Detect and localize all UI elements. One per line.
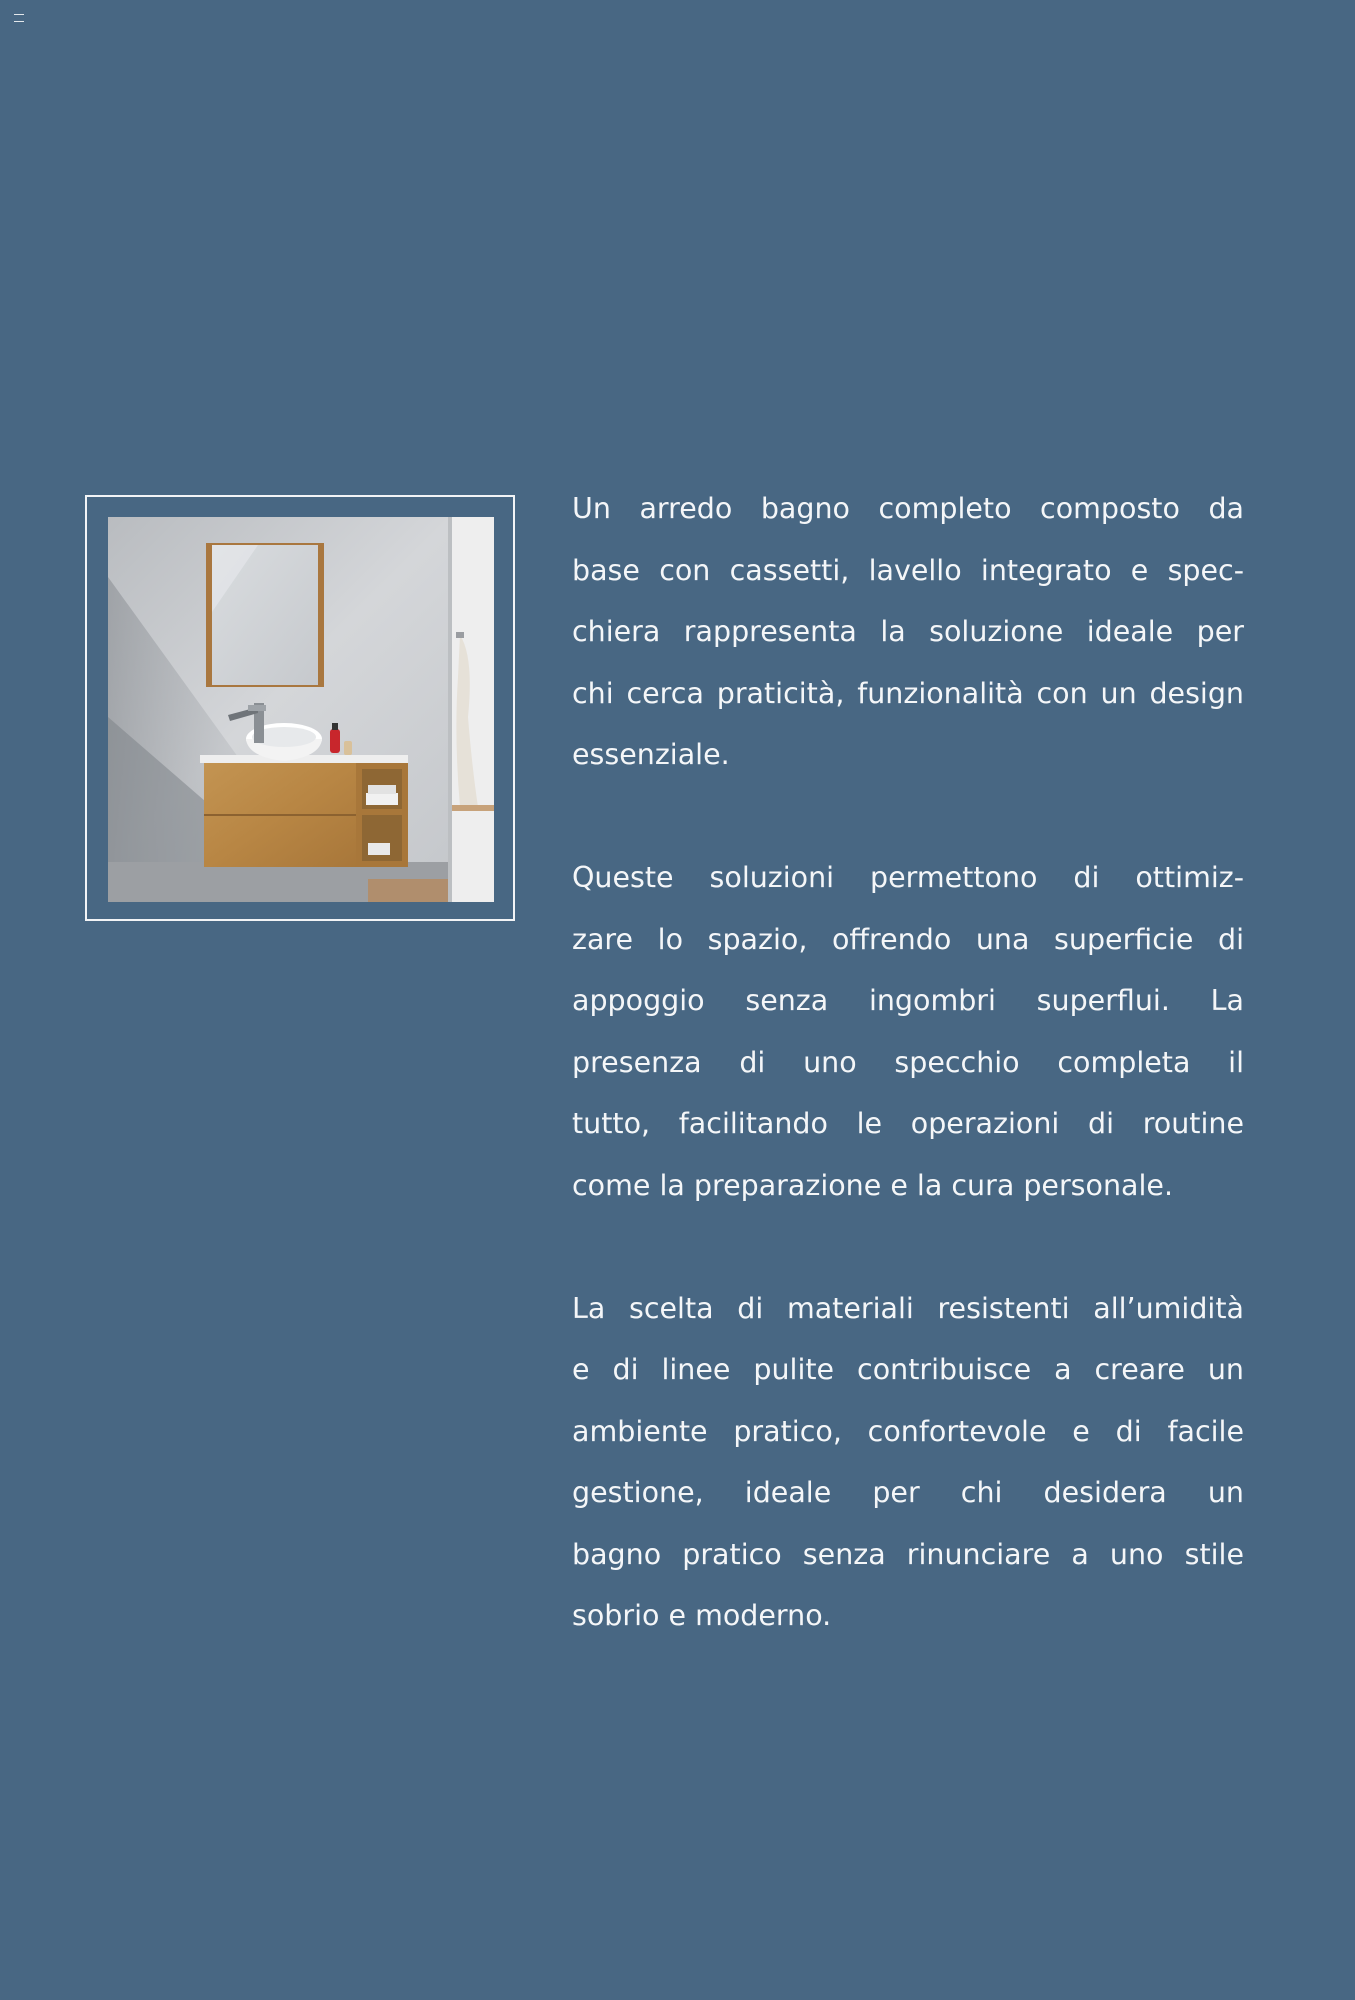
text-line: sobrio e moderno. <box>572 1599 832 1632</box>
text-line: chiera rappresenta la soluzione ideale per <box>572 615 1244 648</box>
text-line: Queste soluzioni permettono di ottimiz- <box>572 861 1244 894</box>
text-line: zare lo spazio, offrendo una superficie di <box>572 922 1244 956</box>
text-line: gestione, ideale per chi desidera un <box>572 1476 1244 1509</box>
description-text <box>572 478 1244 1708</box>
text-line: essenziale. <box>572 738 730 771</box>
text-line: Un arredo bagno completo composto da <box>572 492 1244 525</box>
text-line: appoggio senza ingombri superflui. La <box>572 984 1244 1017</box>
paragraph-1 <box>572 478 1244 786</box>
corner-mark-icon <box>14 14 24 22</box>
text-line: presenza di uno specchio completa il <box>572 1045 1244 1079</box>
text-line: La scelta di materiali resistenti all’umidità <box>572 1291 1244 1325</box>
text-line: chi cerca praticità, funzionalità con un design <box>572 676 1244 710</box>
text-line: ambiente pratico, confortevole e di facile <box>572 1414 1244 1448</box>
bathroom-vanity-photo <box>108 517 494 902</box>
text-line: base con cassetti, lavello integrato e spec- <box>572 553 1244 587</box>
text-line: bagno pratico senza rinunciare a uno stile <box>572 1537 1244 1571</box>
text-line: tutto, facilitando le operazioni di routine <box>572 1107 1244 1140</box>
paragraph-2 <box>572 847 1244 1216</box>
text-line: e di linee pulite contribuisce a creare un <box>572 1353 1244 1386</box>
text-line: come la preparazione e la cura personale. <box>572 1168 1174 1202</box>
paragraph-3 <box>572 1278 1244 1647</box>
